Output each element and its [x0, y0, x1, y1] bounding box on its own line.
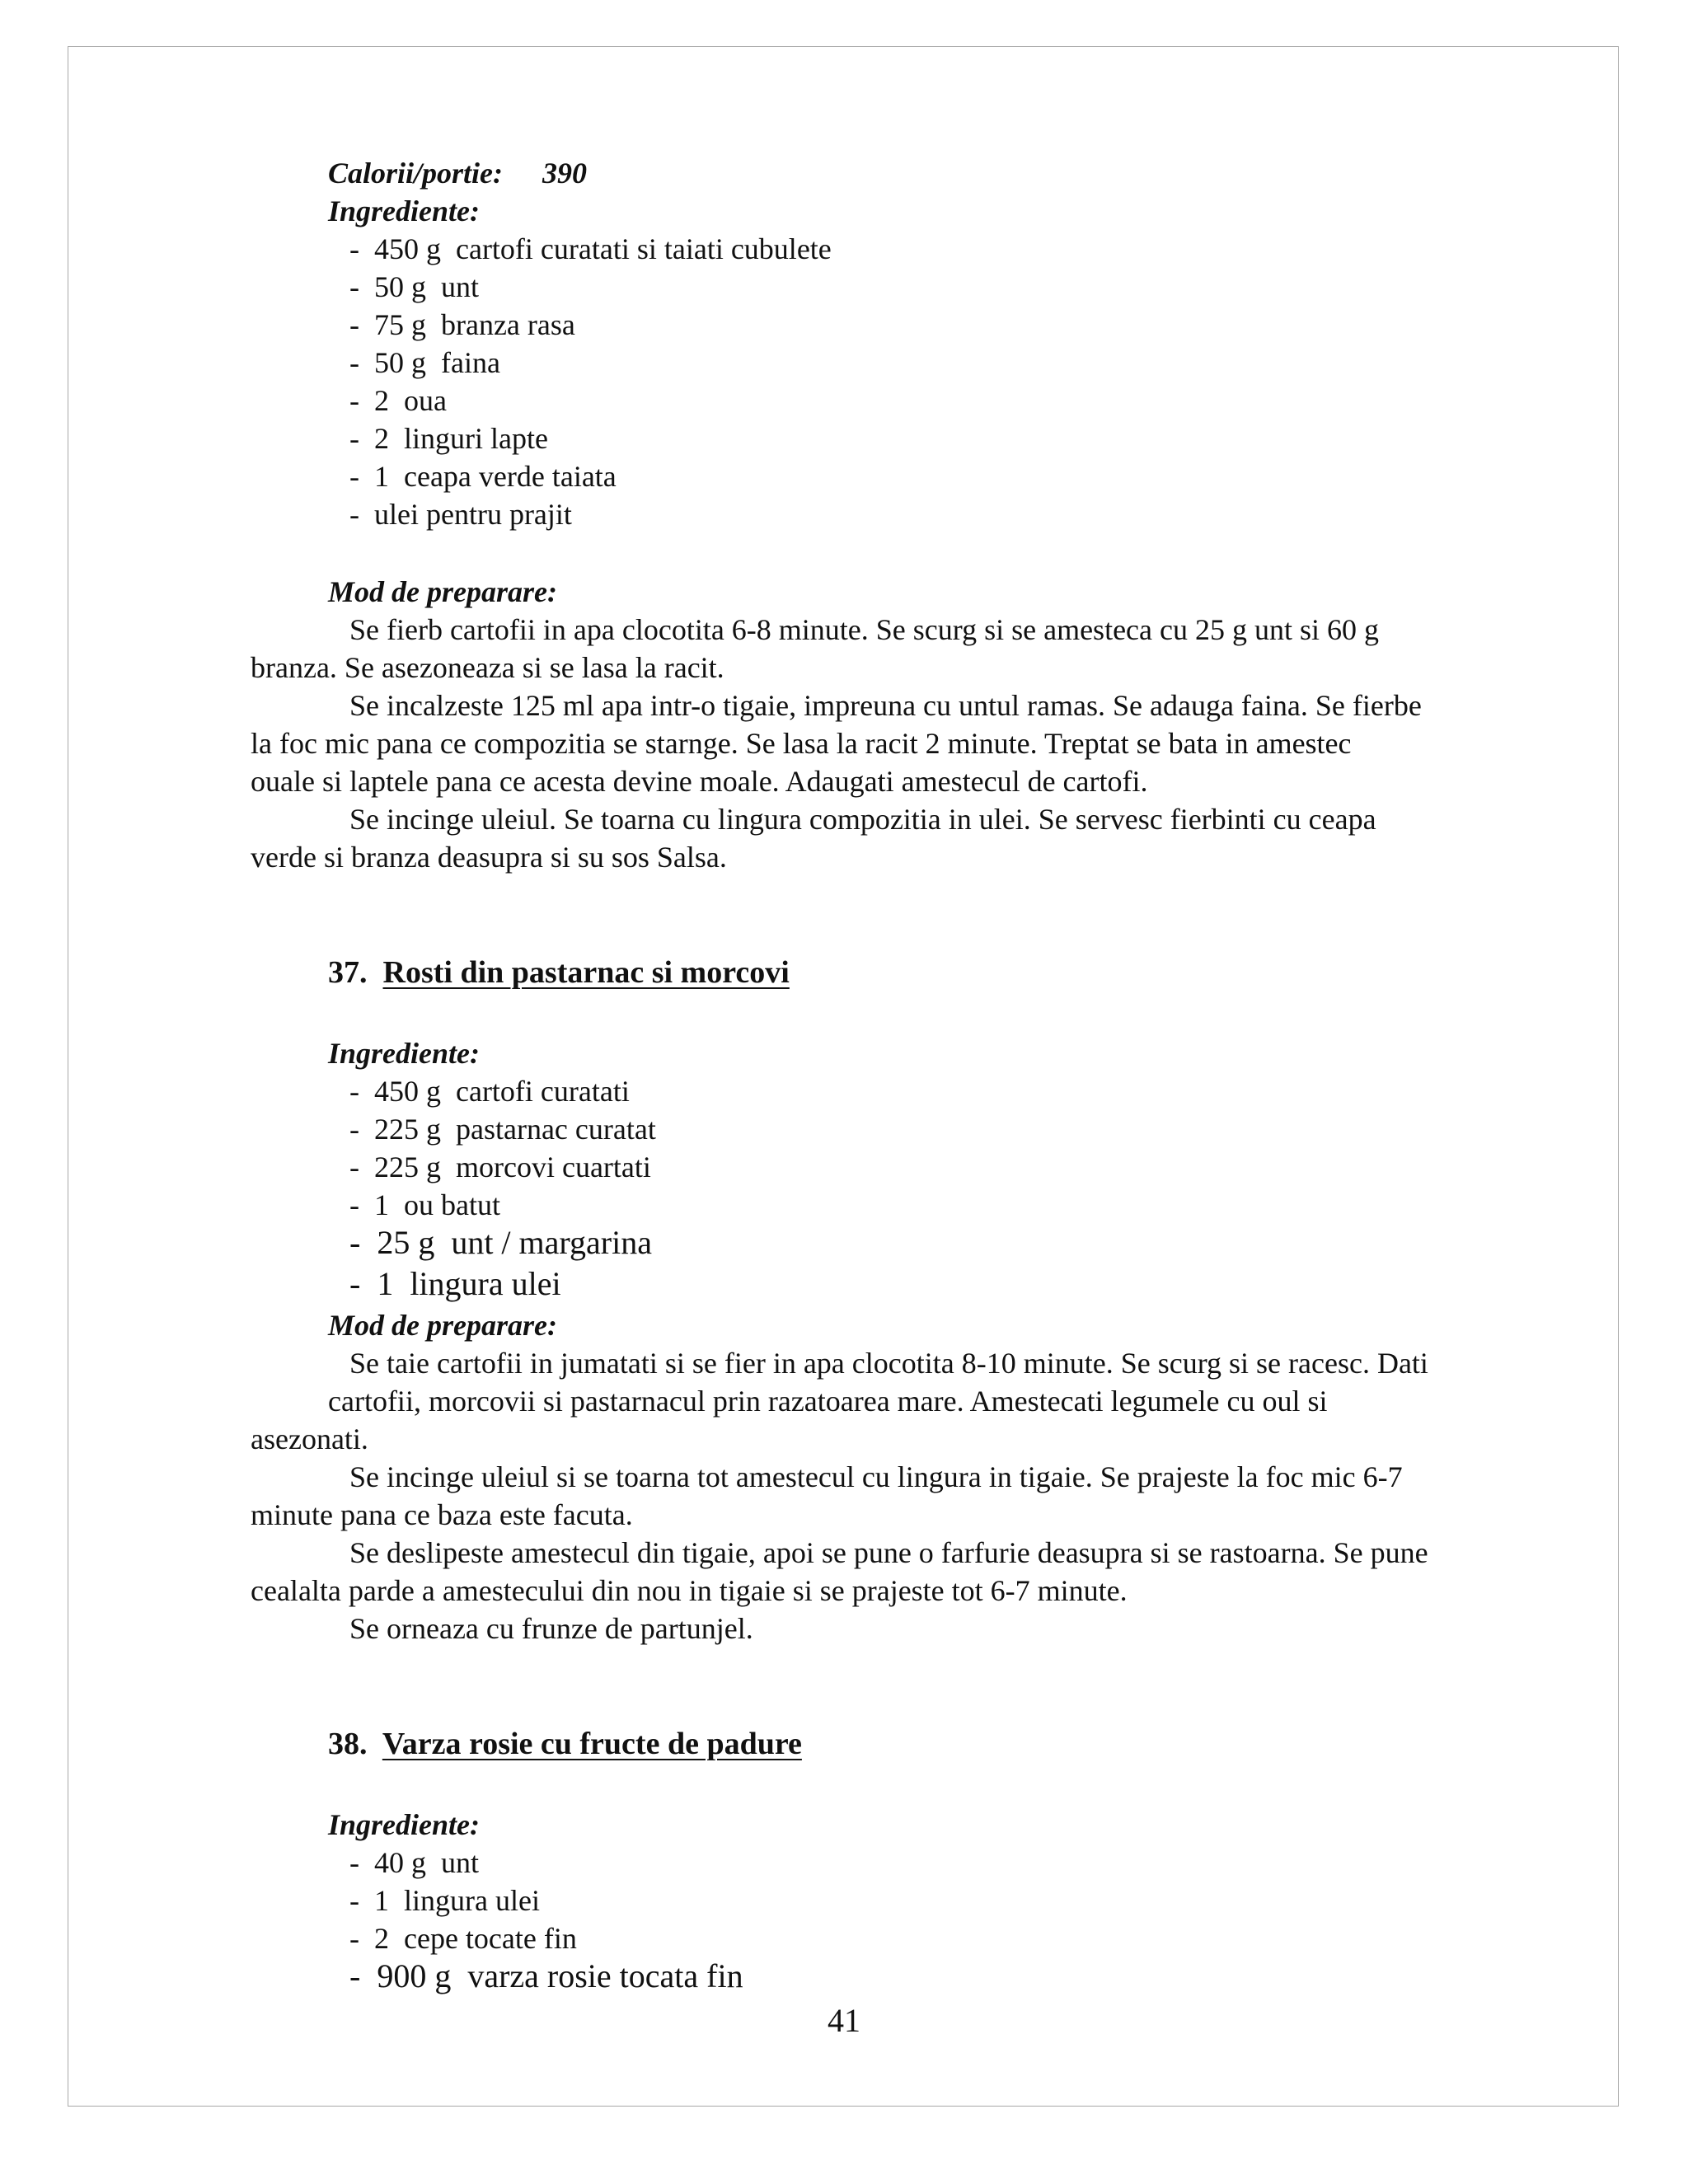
ingredient-item: - 900 g varza rosie tocata fin	[349, 1957, 743, 1994]
preparation-line: ouale si laptele pana ce acesta devine moale. Adaugati amestecul de cartofi.	[251, 765, 1148, 798]
calorii-value: 390	[542, 157, 587, 190]
ingredient-item: - 2 oua	[349, 384, 447, 417]
preparation-line: asezonati.	[251, 1422, 368, 1455]
preparation-line: Se taie cartofii in jumatati si se fier in apa clocotita 8-10 minute. Se scurg si se racesc. Dati	[349, 1347, 1428, 1380]
ingredient-item: - 2 linguri lapte	[349, 422, 548, 455]
ingredient-item: - 50 g unt	[349, 270, 479, 303]
ingredients-heading: Ingrediente:	[328, 194, 480, 227]
preparation-heading: Mod de preparare:	[328, 575, 557, 608]
preparation-line: Se deslipeste amestecul din tigaie, apoi se pune o farfurie deasupra si se rastoarna. Se pune	[349, 1536, 1428, 1569]
preparation-heading: Mod de preparare:	[328, 1309, 557, 1342]
ingredient-item: - 450 g cartofi curatati	[349, 1075, 630, 1108]
ingredient-item: - 225 g morcovi cuartati	[349, 1151, 651, 1183]
preparation-line: verde si branza deasupra si su sos Salsa.	[251, 841, 727, 874]
recipe-title-37	[328, 954, 790, 991]
ingredients-heading: Ingrediente:	[328, 1037, 480, 1070]
ingredient-item: - 2 cepe tocate fin	[349, 1922, 577, 1955]
calorii-label: Calorii/portie:	[328, 157, 504, 190]
ingredient-item: - 25 g unt / margarina	[349, 1224, 652, 1261]
preparation-line: branza. Se asezoneaza si se lasa la racit.	[251, 651, 724, 684]
ingredient-item: - 1 ou batut	[349, 1188, 500, 1221]
ingredient-item: - 450 g cartofi curatati si taiati cubulete	[349, 232, 832, 265]
preparation-line: Se fierb cartofii in apa clocotita 6-8 minute. Se scurg si se amesteca cu 25 g unt si 60 g	[349, 613, 1379, 646]
preparation-line: Se orneaza cu frunze de partunjel.	[349, 1612, 753, 1645]
page-number: 41	[828, 2002, 860, 2039]
ingredient-item: - 1 ceapa verde taiata	[349, 460, 617, 493]
recipe-number: 38.	[328, 1727, 368, 1761]
ingredient-item: - ulei pentru prajit	[349, 498, 572, 531]
recipe-name: Varza rosie cu fructe de padure	[382, 1727, 802, 1761]
ingredient-item: - 1 lingura ulei	[349, 1265, 561, 1302]
ingredient-item: - 50 g faina	[349, 346, 500, 379]
ingredient-item: - 75 g branza rasa	[349, 308, 575, 341]
ingredient-item: - 1 lingura ulei	[349, 1884, 540, 1917]
recipe-name: Rosti din pastarnac si morcovi	[382, 955, 790, 990]
preparation-line: Se incinge uleiul. Se toarna cu lingura compozitia in ulei. Se servesc fierbinti cu ceapa	[349, 803, 1376, 836]
preparation-line: la foc mic pana ce compozitia se starnge. Se lasa la racit 2 minute. Treptat se bata in amestec	[251, 727, 1352, 760]
preparation-line: minute pana ce baza este facuta.	[251, 1498, 633, 1531]
preparation-line: Se incinge uleiul si se toarna tot amestecul cu lingura in tigaie. Se prajeste la foc mic 6-7	[349, 1460, 1403, 1493]
ingredients-heading: Ingrediente:	[328, 1808, 480, 1841]
recipe-title-38	[328, 1726, 802, 1762]
ingredient-item: - 225 g pastarnac curatat	[349, 1113, 656, 1146]
preparation-line: cartofii, morcovii si pastarnacul prin razatoarea mare. Amestecati legumele cu oul si	[328, 1385, 1328, 1418]
preparation-line: cealalta parde a amestecului din nou in tigaie si se prajeste tot 6-7 minute.	[251, 1574, 1128, 1607]
recipe-number: 37.	[328, 955, 368, 990]
ingredient-item: - 40 g unt	[349, 1846, 479, 1879]
preparation-line: Se incalzeste 125 ml apa intr-o tigaie, impreuna cu untul ramas. Se adauga faina. Se fierbe	[349, 689, 1422, 722]
